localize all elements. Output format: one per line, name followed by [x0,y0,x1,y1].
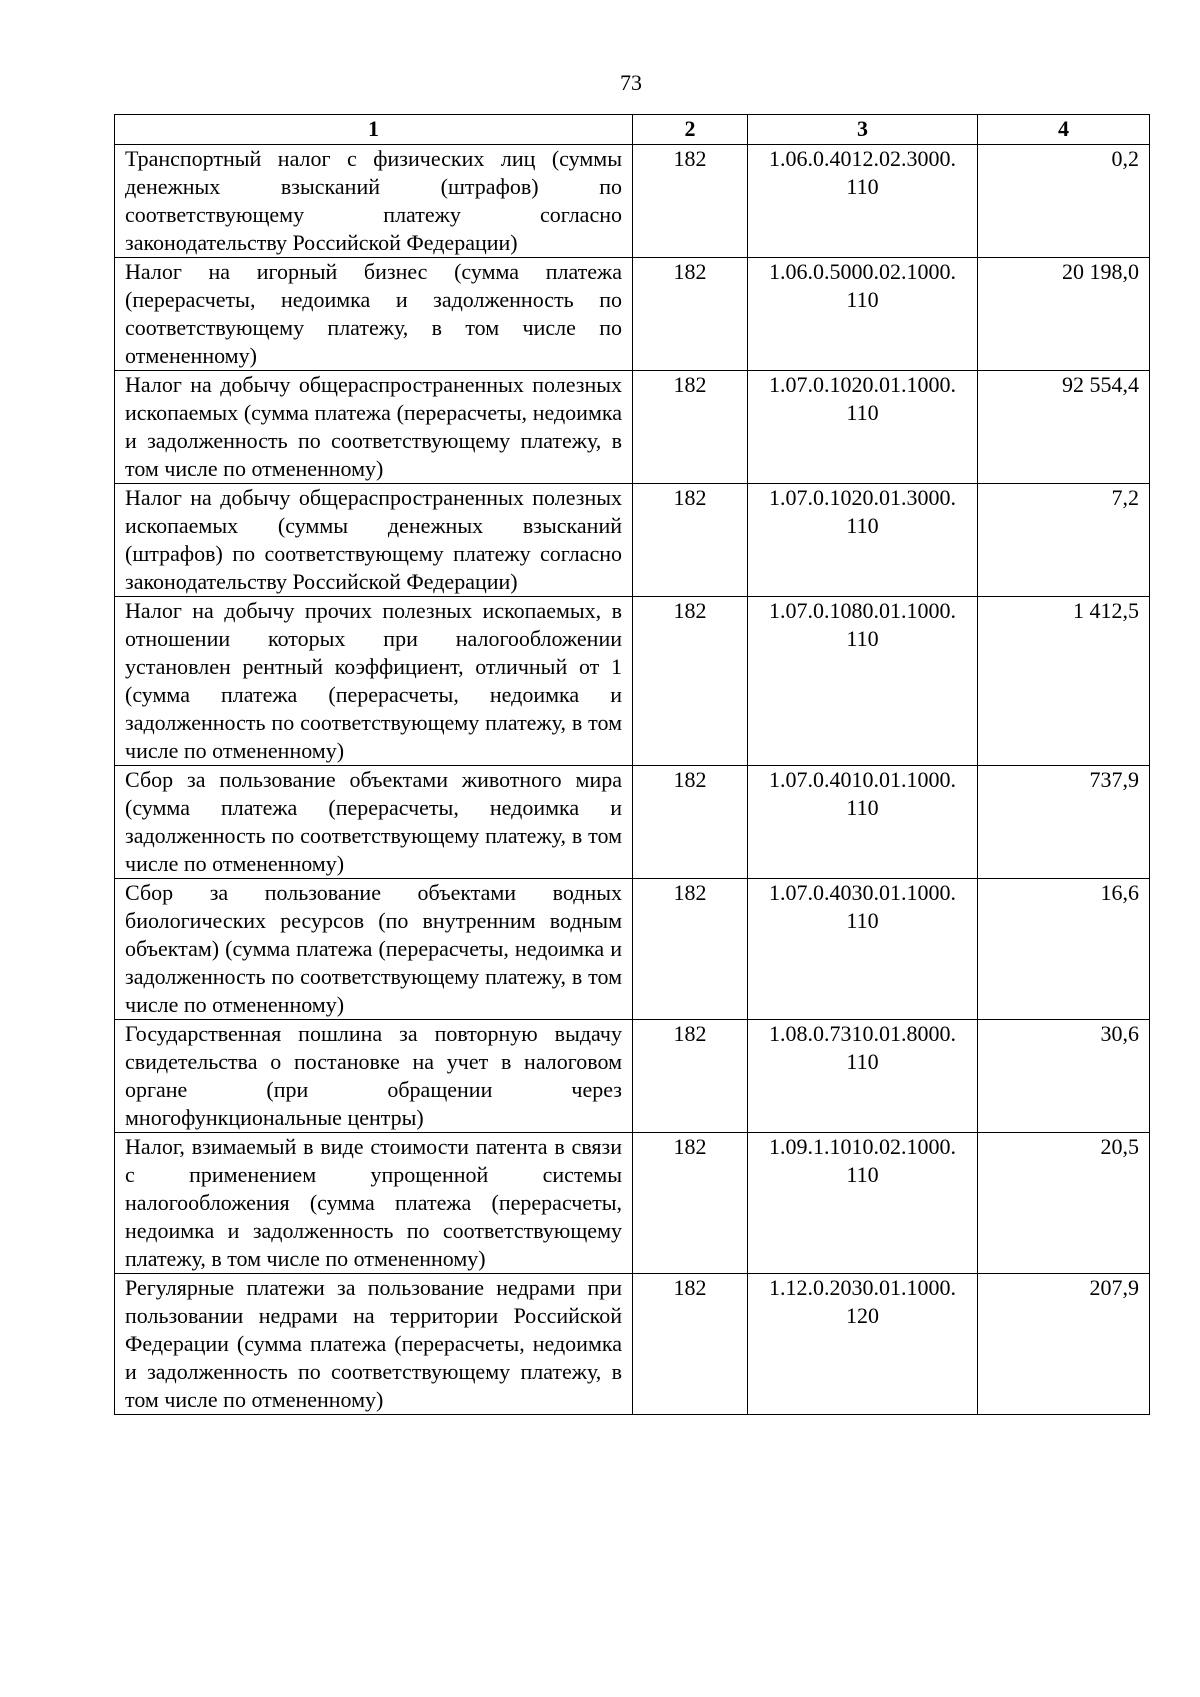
revenue-name-cell: Налог на добычу общераспространенных полезных ископаемых (сумма платежа (перерасчеты, недоимка и задолженность по соответствующему платежу, в том числе по отмененному) [115,371,633,484]
classification-code: 1.07.0.4030.01.1000. [769,880,956,905]
admin-code-cell: 182 [633,766,748,879]
classification-code-cell [748,879,978,1020]
table-row [115,1020,1150,1133]
amount-cell: 20 198,0 [978,258,1150,371]
admin-code-cell: 182 [633,484,748,597]
page-number: 73 [620,70,642,95]
classification-code: 1.09.1.1010.02.1000. [769,1134,956,1159]
classification-code-cell [748,484,978,597]
amount-cell: 1 412,5 [978,597,1150,766]
classification-code-suffix: 110 [846,1049,879,1074]
revenue-name-cell: Сбор за пользование объектами водных биологических ресурсов (по внутренним водным объектам) (сумма платежа (перерасчеты, недоимка и задолженность по соответствующему платежу, в том числе по отмененному) [115,879,633,1020]
admin-code-cell: 182 [633,145,748,258]
table-row [115,879,1150,1020]
admin-code-cell: 182 [633,1020,748,1133]
classification-code: 1.07.0.1080.01.1000. [769,598,956,623]
table-body [115,145,1150,1415]
table-row [115,597,1150,766]
table-header-row [115,115,1150,145]
revenue-name-cell: Транспортный налог с физических лиц (суммы денежных взысканий (штрафов) по соответствующему платежу согласно законодательству Российской Федерации) [115,145,633,258]
classification-code: 1.06.0.5000.02.1000. [769,259,956,284]
classification-code-suffix: 110 [846,400,879,425]
amount-cell: 0,2 [978,145,1150,258]
amount-cell: 7,2 [978,484,1150,597]
amount-cell: 207,9 [978,1274,1150,1415]
revenue-name-cell: Налог на игорный бизнес (сумма платежа (перерасчеты, недоимка и задолженность по соответствующему платежу, в том числе по отмененному) [115,258,633,371]
table-row [115,258,1150,371]
classification-code-cell [748,1020,978,1133]
admin-code-cell: 182 [633,597,748,766]
admin-code-cell: 182 [633,879,748,1020]
admin-code-cell: 182 [633,371,748,484]
revenue-name-cell: Налог на добычу прочих полезных ископаемых, в отношении которых при налогообложении установлен рентный коэффициент, отличный от 1 (сумма платежа (перерасчеты, недоимка и задолженность по соответствующему платежу, в том числе по отмененному) [115,597,633,766]
revenue-name-cell: Налог на добычу общераспространенных полезных ископаемых (суммы денежных взысканий (штрафов) по соответствующему платежу согласно законодательству Российской Федерации) [115,484,633,597]
revenue-name-cell: Налог, взимаемый в виде стоимости патента в связи с применением упрощенной системы налогообложения (сумма платежа (перерасчеты, недоимка и задолженность по соответствующему платежу, в том числе по отмененному) [115,1133,633,1274]
revenue-table [114,114,1150,1415]
table-row [115,1274,1150,1415]
classification-code-suffix: 110 [846,908,879,933]
classification-code-cell [748,145,978,258]
revenue-name-cell: Сбор за пользование объектами животного мира (сумма платежа (перерасчеты, недоимка и задолженность по соответствующему платежу, в том числе по отмененному) [115,766,633,879]
classification-code: 1.06.0.4012.02.3000. [769,146,956,171]
table-row [115,1133,1150,1274]
table-row [115,766,1150,879]
classification-code-suffix: 120 [846,1303,879,1328]
amount-cell: 20,5 [978,1133,1150,1274]
classification-code: 1.08.0.7310.01.8000. [769,1021,956,1046]
revenue-name-cell: Государственная пошлина за повторную выдачу свидетельства о постановке на учет в налоговом органе (при обращении через многофункциональные центры) [115,1020,633,1133]
classification-code-suffix: 110 [846,1162,879,1187]
amount-cell: 737,9 [978,766,1150,879]
classification-code-cell [748,1274,978,1415]
column-header-4: 4 [978,115,1150,145]
classification-code-suffix: 110 [846,795,879,820]
classification-code: 1.07.0.4010.01.1000. [769,767,956,792]
classification-code-cell [748,371,978,484]
classification-code: 1.07.0.1020.01.3000. [769,485,956,510]
classification-code: 1.07.0.1020.01.1000. [769,372,956,397]
revenue-name-cell: Регулярные платежи за пользование недрами при пользовании недрами на территории Российской Федерации (сумма платежа (перерасчеты, недоимка и задолженность по соответствующему платежу, в том числе по отмененному) [115,1274,633,1415]
classification-code-cell [748,1133,978,1274]
column-header-3: 3 [748,115,978,145]
table-row [115,145,1150,258]
admin-code-cell: 182 [633,1133,748,1274]
admin-code-cell: 182 [633,1274,748,1415]
admin-code-cell: 182 [633,258,748,371]
classification-code-cell [748,766,978,879]
table-row [115,371,1150,484]
amount-cell: 92 554,4 [978,371,1150,484]
column-header-1: 1 [115,115,633,145]
classification-code-suffix: 110 [846,626,879,651]
classification-code-cell [748,258,978,371]
amount-cell: 30,6 [978,1020,1150,1133]
classification-code-suffix: 110 [846,287,879,312]
table-row [115,484,1150,597]
classification-code-suffix: 110 [846,513,879,538]
classification-code: 1.12.0.2030.01.1000. [769,1275,956,1300]
column-header-2: 2 [633,115,748,145]
amount-cell: 16,6 [978,879,1150,1020]
classification-code-suffix: 110 [846,174,879,199]
classification-code-cell [748,597,978,766]
